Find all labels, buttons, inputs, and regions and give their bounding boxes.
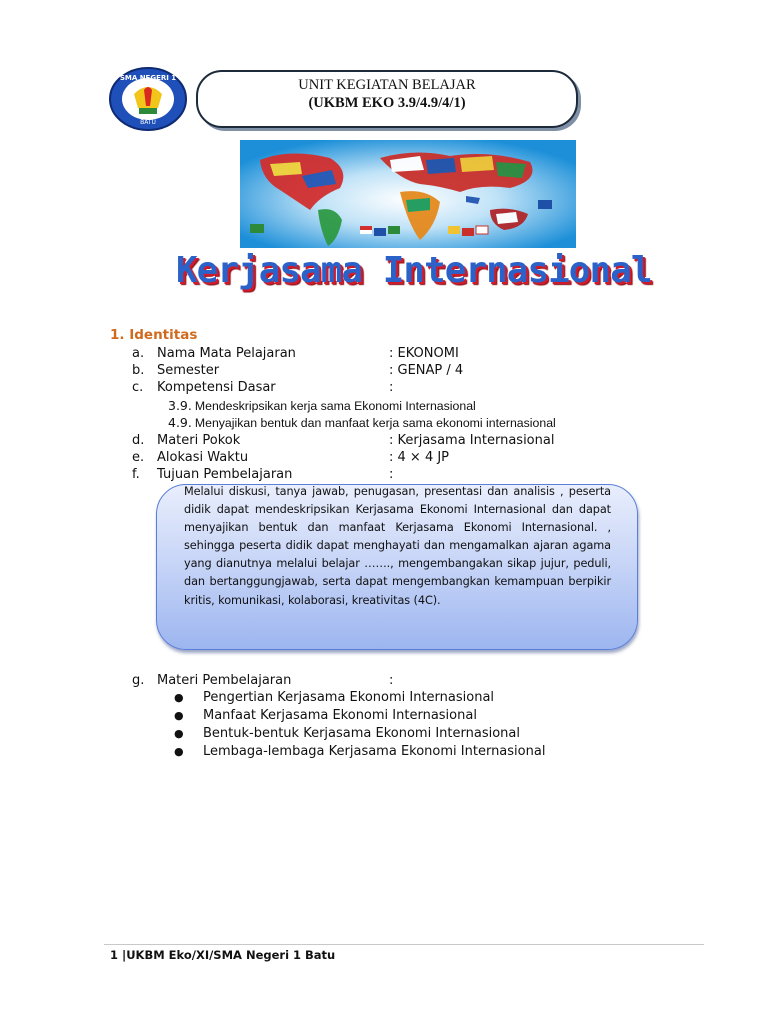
bullet-icon: ●	[174, 745, 184, 758]
row-letter: a.	[132, 346, 145, 361]
row-label: Alokasi Waktu	[157, 450, 249, 465]
row-value: : GENAP / 4	[389, 363, 464, 378]
row-label: Tujuan Pembelajaran	[157, 467, 293, 482]
school-logo	[108, 66, 188, 132]
svg-text:SMA NEGERI 1: SMA NEGERI 1	[119, 74, 177, 82]
bullet-icon: ●	[174, 691, 184, 704]
row-value: :	[389, 467, 394, 482]
row-letter: c.	[132, 380, 144, 395]
kompetensi-item-4-9	[168, 415, 556, 431]
row-letter: d.	[132, 433, 145, 448]
row-letter: b.	[132, 363, 145, 378]
row-letter: e.	[132, 450, 145, 465]
kompetensi-number: 4.9.	[168, 415, 192, 430]
list-item-text: Bentuk-bentuk Kerjasama Ekonomi Internasional	[203, 726, 520, 741]
kompetensi-text: Mendeskripsikan kerja sama Ekonomi Internasional	[194, 399, 476, 413]
footer-divider	[104, 944, 704, 945]
title-box	[196, 70, 578, 128]
list-item-text: Manfaat Kerjasama Ekonomi Internasional	[203, 708, 477, 723]
page-footer: 1 |UKBM Eko/XI/SMA Negeri 1 Batu	[110, 948, 336, 962]
kompetensi-item-3-9	[168, 398, 476, 414]
kompetensi-text: Menyajikan bentuk dan manfaat kerja sama ekonomi internasional	[194, 416, 556, 430]
row-label: Materi Pembelajaran	[157, 673, 292, 688]
section-heading: 1. Identitas	[110, 327, 198, 343]
list-item-text: Lembaga-lembaga Kerjasama Ekonomi Internasional	[203, 744, 546, 759]
row-value: :	[389, 673, 394, 688]
row-label: Kompetensi Dasar	[157, 380, 276, 395]
row-letter: g.	[132, 673, 145, 688]
cover-title: Kerjasama Internasional	[176, 250, 652, 291]
kompetensi-number: 3.9.	[168, 398, 192, 413]
bullet-icon: ●	[174, 727, 184, 740]
bullet-icon: ●	[174, 709, 184, 722]
title-line-2: (UKBM EKO 3.9/4.9/4/1)	[308, 95, 466, 111]
learning-goal-text: Melalui diskusi, tanya jawab, penugasan, presentasi dan analisis , peserta didik dapat mendeskripsikan Kerjasama Ekonomi Internasional dan dapat menyajikan bentuk dan manfaat Kerjasama Ekonomi Internasional. , sehingga peserta didik dapat menghayati dan mengamalkan ajaran agama yang dianutnya melalui belajar ……., mengembangakan sikap jujur, peduli, dan bertanggungjawab, serta dapat mengembangkan kemampuan berpikir kritis, komunikasi, kolaborasi, kreativitas (4C).	[184, 485, 611, 607]
row-label: Nama Mata Pelajaran	[157, 346, 296, 361]
row-label: Semester	[157, 363, 220, 378]
list-item-text: Pengertian Kerjasama Ekonomi Internasional	[203, 690, 495, 705]
row-value: :	[389, 380, 394, 395]
row-value: : EKONOMI	[389, 346, 459, 361]
svg-text:BATU: BATU	[140, 119, 156, 126]
world-map-flags-image	[240, 140, 576, 248]
row-label: Materi Pokok	[157, 433, 241, 448]
row-letter: f.	[132, 467, 140, 482]
row-value: : Kerjasama Internasional	[389, 433, 555, 448]
title-line-1: UNIT KEGIATAN BELAJAR	[298, 77, 476, 93]
row-value: : 4 × 4 JP	[389, 450, 450, 465]
